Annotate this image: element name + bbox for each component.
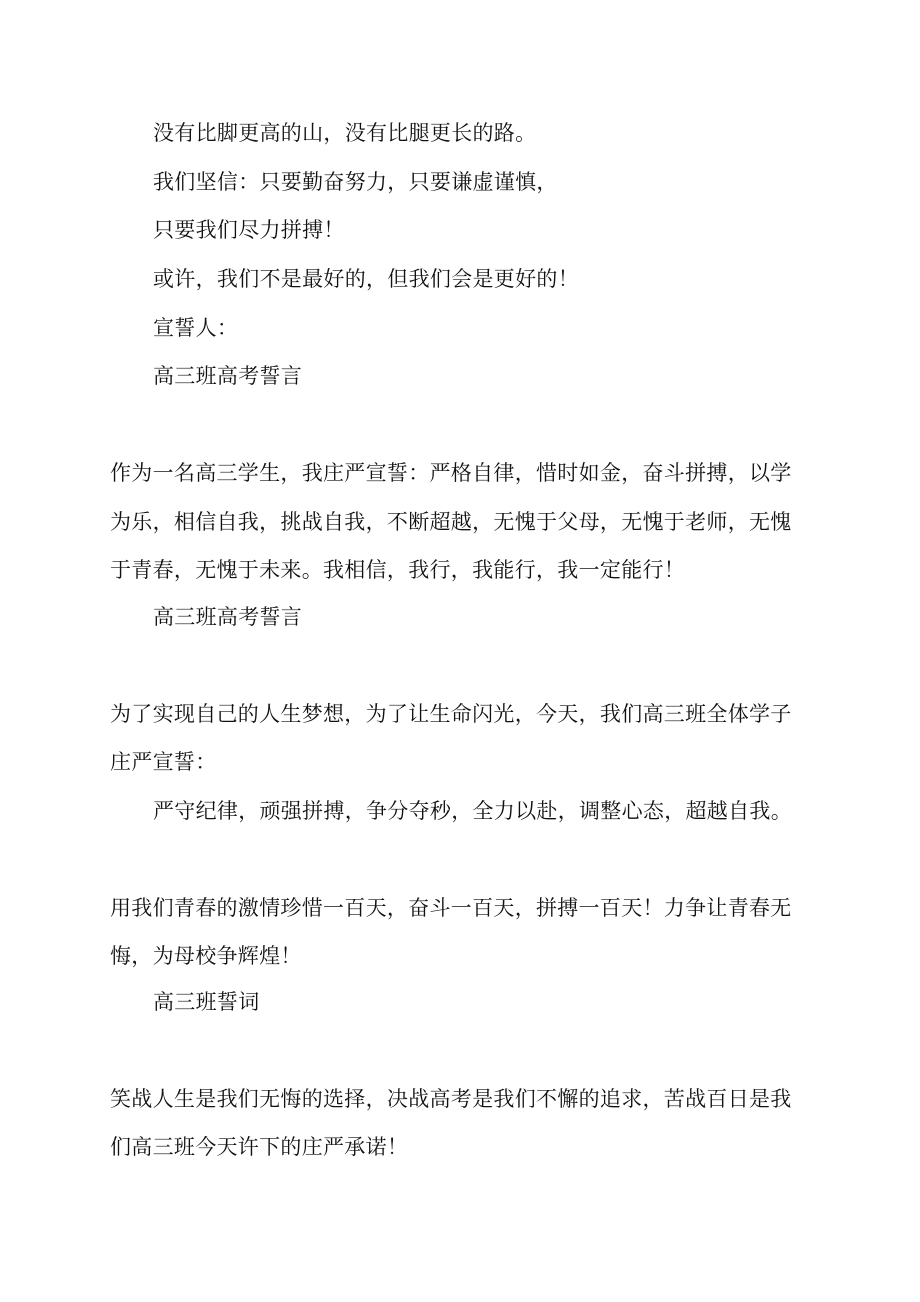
text-line: 们高三班今天许下的庄严承诺！: [110, 1135, 409, 1159]
text-line: 严守纪律，顽强拼搏，争分夺秒，全力以赴，调整心态，超越自我。: [153, 799, 792, 823]
text-line: 悔，为母校争辉煌！: [110, 944, 302, 968]
text-line: 为乐，相信自我，挑战自我，不断超越，无愧于父母，无愧于老师，无愧: [110, 510, 792, 534]
text-line: 没有比脚更高的山，没有比腿更长的路。: [153, 121, 537, 145]
text-line: 用我们青春的激情珍惜一百天，奋斗一百天，拼搏一百天！力争让青春无: [110, 896, 792, 920]
text-line: 于青春，无愧于未来。我相信，我行，我能行，我一定能行！: [110, 558, 686, 582]
text-line: 为了实现自己的人生梦想，为了让生命闪光，今天，我们高三班全体学子: [110, 702, 792, 726]
section-heading: 高三班誓词: [153, 990, 260, 1014]
text-line: 只要我们尽力拼搏！: [153, 218, 345, 242]
text-line: 笑战人生是我们无悔的选择，决战高考是我们不懈的追求，苦战百日是我: [110, 1087, 792, 1111]
text-line: 宣誓人：: [153, 316, 239, 340]
text-line: 作为一名高三学生，我庄严宣誓：严格自律，惜时如金，奋斗拼搏，以学: [110, 461, 792, 485]
section-heading: 高三班高考誓言: [153, 605, 303, 629]
text-line: 我们坚信：只要勤奋努力，只要谦虚谨慎，: [153, 170, 558, 194]
section-heading: 高三班高考誓言: [153, 364, 303, 388]
text-line: 或许，我们不是最好的，但我们会是更好的！: [153, 267, 579, 291]
text-line: 庄严宣誓：: [110, 750, 217, 774]
